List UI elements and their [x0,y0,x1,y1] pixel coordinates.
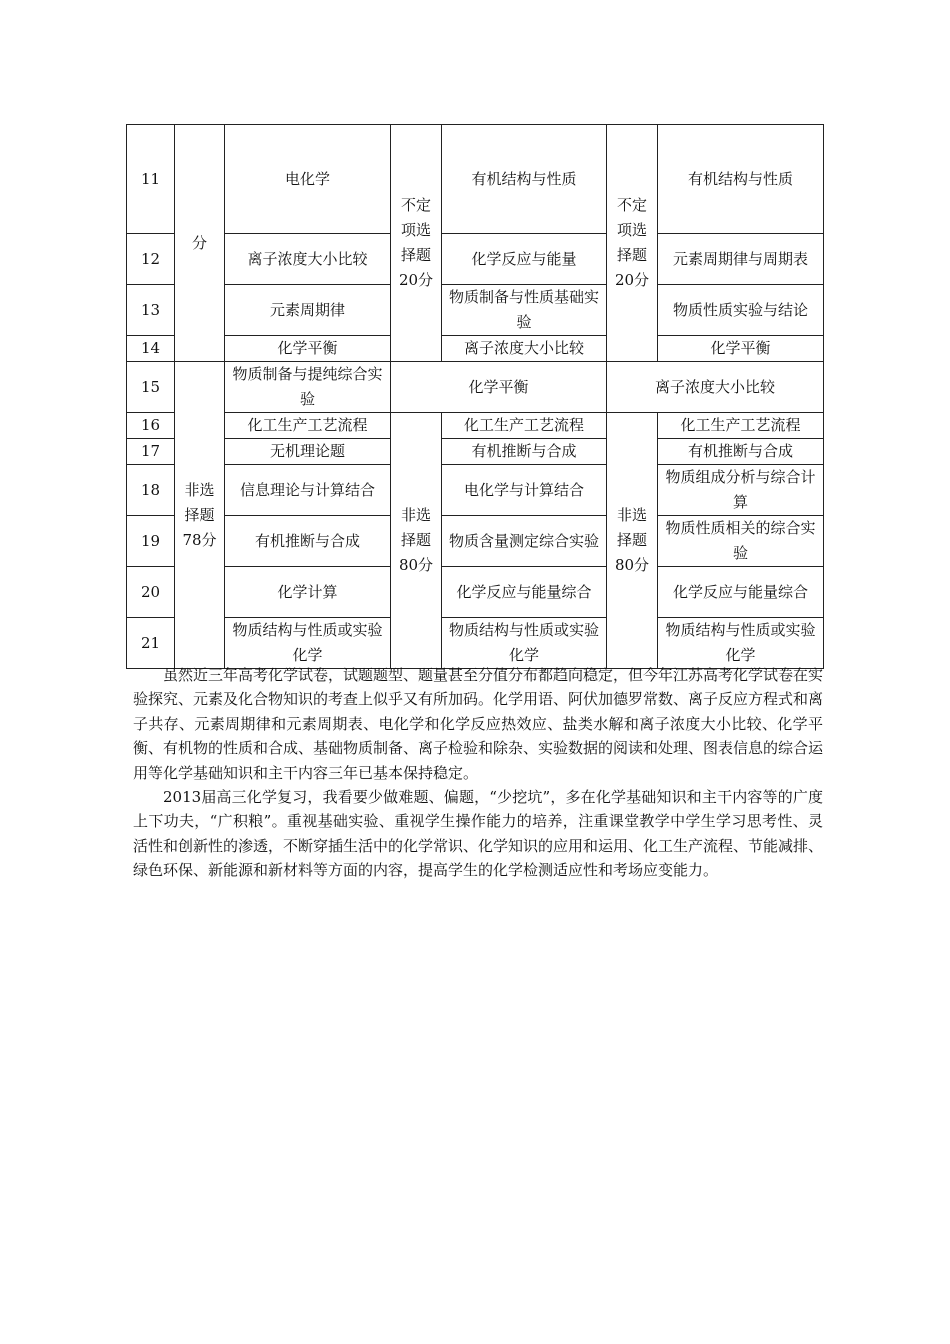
topic-2013: 元素周期律 [225,285,391,336]
question-number: 19 [127,516,175,567]
table-row [127,516,824,567]
topic-2013: 化学平衡 [225,336,391,362]
topic-2011: 离子浓度大小比较 [607,362,824,413]
question-number: 20 [127,567,175,618]
table-row [127,336,824,362]
group-2012-choice: 不定项选择题20分 [391,125,442,362]
table-row [127,125,824,234]
exam-comparison-table [126,124,824,669]
topic-2012: 化学反应与能量综合 [442,567,607,618]
table-row [127,234,824,285]
table-row [127,465,824,516]
group-2013-nonchoice: 非选择题78分 [175,362,225,669]
paragraph-review-advice: 2013届高三化学复习，我看要少做难题、偏题，“少挖坑”，多在化学基础知识和主干内容等的广度上下功夫，“广积粮”。重视基础实验、重视学生操作能力的培养，注重课堂教学中学生学习思考性、灵活性和创新性的渗透，不断穿插生活中的化学常识、化学知识的应用和运用、化工生产流程、节能减排、绿色环保、新能源和新材料等方面的内容，提高学生的化学检测适应性和考场应变能力。 [133,788,824,880]
topic-2013: 化工生产工艺流程 [225,413,391,439]
topic-2011: 化学平衡 [658,336,824,362]
topic-2013: 物质结构与性质或实验化学 [225,618,391,669]
topic-2013: 信息理论与计算结合 [225,465,391,516]
topic-2013: 离子浓度大小比较 [225,234,391,285]
table-row [127,567,824,618]
topic-2012: 化学平衡 [391,362,607,413]
topic-2013: 电化学 [225,125,391,234]
topic-2011: 有机推断与合成 [658,439,824,465]
question-number: 11 [127,125,175,234]
body-text [133,663,823,883]
topic-2011: 化工生产工艺流程 [658,413,824,439]
question-number: 13 [127,285,175,336]
topic-2012: 物质结构与性质或实验化学 [442,618,607,669]
group-2011-choice: 不定项选择题20分 [607,125,658,362]
topic-2012: 化工生产工艺流程 [442,413,607,439]
topic-2012: 电化学与计算结合 [442,465,607,516]
question-number: 12 [127,234,175,285]
topic-2012: 物质含量测定综合实验 [442,516,607,567]
table-row [127,413,824,439]
question-number: 21 [127,618,175,669]
topic-2011: 有机结构与性质 [658,125,824,234]
topic-2012: 有机推断与合成 [442,439,607,465]
table-row [127,439,824,465]
question-number: 17 [127,439,175,465]
group-2012-nonchoice: 非选择题80分 [391,413,442,669]
topic-2012: 物质制备与性质基础实验 [442,285,607,336]
topic-2011: 化学反应与能量综合 [658,567,824,618]
topic-2011: 元素周期律与周期表 [658,234,824,285]
topic-2013: 有机推断与合成 [225,516,391,567]
topic-2012: 化学反应与能量 [442,234,607,285]
topic-2011: 物质结构与性质或实验化学 [658,618,824,669]
question-number: 16 [127,413,175,439]
table-row [127,618,824,669]
topic-2012: 有机结构与性质 [442,125,607,234]
topic-2011: 物质组成分析与综合计算 [658,465,824,516]
topic-2013: 物质制备与提纯综合实验 [225,362,391,413]
paragraph-exam-trends: 虽然近三年高考化学试卷，试题题型、题量甚至分值分布都趋向稳定，但今年江苏高考化学试卷在实验探究、元素及化合物知识的考查上似乎又有所加码。化学用语、阿伏加德罗常数、离子反应方程式和离子共存、元素周期律和元素周期表、电化学和化学反应热效应、盐类水解和离子浓度大小比较、化学平衡、有机物的性质和合成、基础物质制备、离子检验和除杂、实验数据的阅读和处理、图表信息的综合运用等化学基础知识和主干内容三年已基本保持稳定。 [133,666,824,782]
table-row [127,362,824,413]
question-number: 18 [127,465,175,516]
question-number: 15 [127,362,175,413]
topic-2011: 物质性质相关的综合实验 [658,516,824,567]
question-number: 14 [127,336,175,362]
topic-2011: 物质性质实验与结论 [658,285,824,336]
group-2013-choice: 分 [175,125,225,362]
group-2011-nonchoice: 非选择题80分 [607,413,658,669]
topic-2013: 无机理论题 [225,439,391,465]
table-row [127,285,824,336]
topic-2013: 化学计算 [225,567,391,618]
topic-2012: 离子浓度大小比较 [442,336,607,362]
